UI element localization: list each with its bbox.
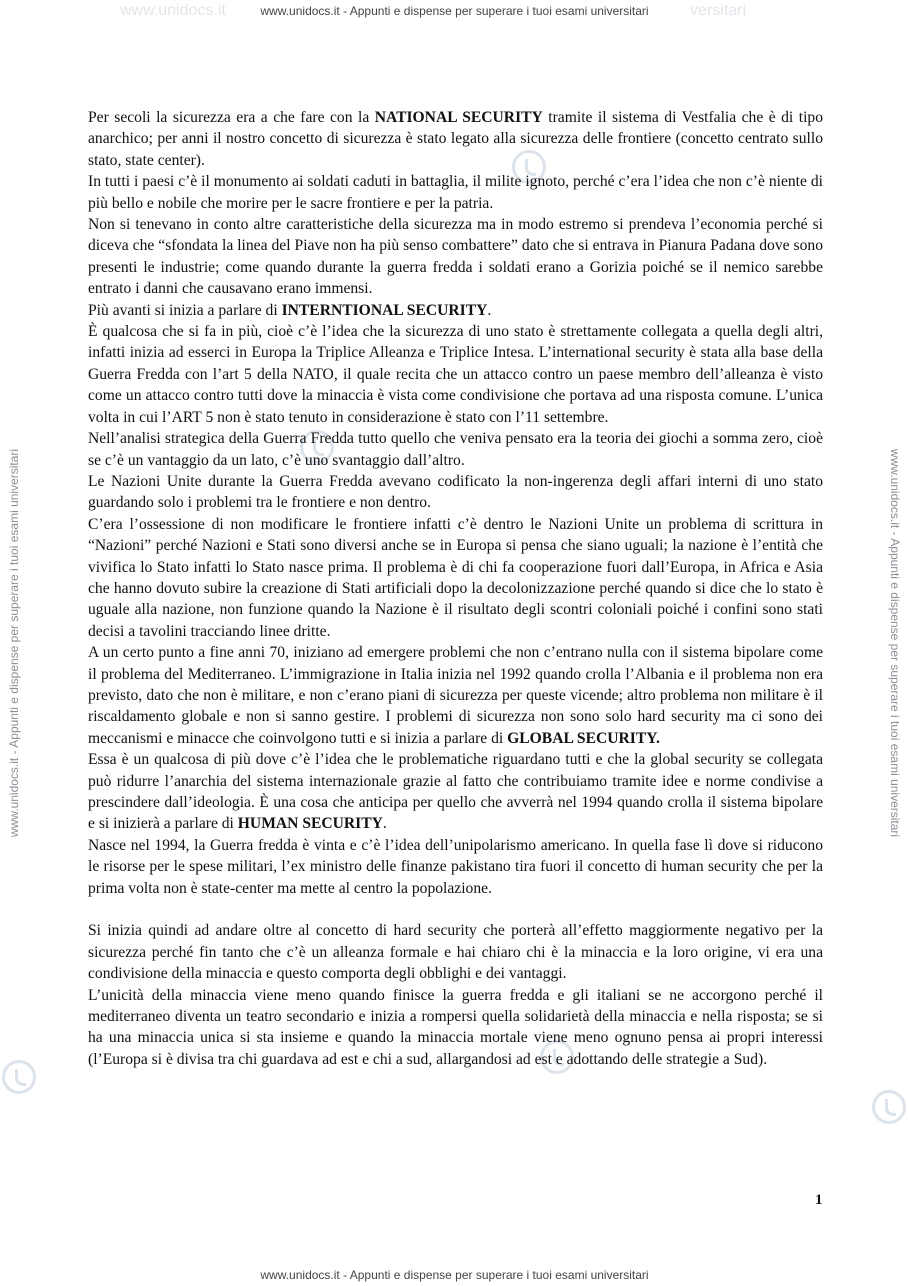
paragraph [88, 749, 823, 835]
paragraph [88, 107, 823, 171]
paragraph [88, 471, 823, 514]
document-body [88, 107, 823, 1070]
watermark-ghost-left: www.unidocs.it [120, 2, 226, 19]
bold-term: INTERNTIONAL SECURITY [281, 301, 488, 319]
watermark-header: www.unidocs.it - Appunti e dispense per superare i tuoi esami universitari [260, 4, 649, 18]
paragraph [88, 214, 823, 300]
text-run: Le Nazioni Unite durante la Guerra Fredda avevano codificato la non-ingerenza degli affari interni di uno stato guardando solo i problemi tra le frontiere e non dentro. [88, 472, 823, 512]
watermark-right-vertical: www.unidocs.it - Appunti e dispense per superare i tuoi esami universitari [888, 448, 902, 838]
text-run: tramite il sistema di Vestfalia che è di tipo anarchico; per anni il nostro concetto di sicurezza è stato legato alla sicurezza delle frontiere (concetto centrato sullo stato, state center). [88, 109, 823, 169]
text-run: C’era l’ossessione di non modificare le frontiere infatti c’è dentro le Nazioni Unite un problema di scrittura in “Nazioni” perché Nazioni e Stati sono diversi anche se in Europa si pensa che siano uguali; la nazione è l’entità che vivifica lo Stato infatti lo Stato nasce prima. Il problema è di chi fa cooperazione fuori dall’Europa, in Africa e Asia che hanno dovuto subire la creazione di Stati artificiali dopo la decolonizzazione perché quando si dice che lo stato è uguale alla nazione, non funzione quando la Nazione è il risultato degli scontri coloniali poiché i confini sono stati decisi a tavolini tracciando linee dritte. [88, 515, 823, 640]
watermark-logo-icon [872, 1090, 906, 1124]
bold-term: NATIONAL SECURITY [374, 109, 543, 126]
text-run: . [487, 301, 492, 319]
paragraph [88, 835, 823, 899]
page-number: 1 [815, 1192, 823, 1208]
text-run: Non si tenevano in conto altre caratteristiche della sicurezza ma in modo estremo si prendeva l’economia perché si diceva che “sfondata la linea del Piave non ha più senso combattere” dato che si entrava in Pianura Padana dove sono presenti le industrie; come quando durante la guerra fredda i soldati erano a Gorizia poiché se il nemico sarebbe entrato i danni che causavano erano immensi. [88, 216, 823, 298]
watermark-ghost-right: versitari [690, 2, 747, 19]
text-run: Essa è un qualcosa di più dove c’è l’idea che le problematiche riguardano tutti e che la global security se collegata può ridurre l’anarchia del sistema internazionale grazie al fatto che contribuiamo tramite idee e norme condivise a prescindere dall’ideologia. È una cosa che anticipa per quello che avverrà nel 1994 quando crolla il sistema bipolare e si inizierà a parlare di [88, 751, 823, 833]
text-run: Nasce nel 1994, la Guerra fredda è vinta e c’è l’idea dell’unipolarismo americano. In quella fase lì dove si riducono le risorse per le spese militari, l’ex ministro delle finanze pakistano tira fuori il concetto di human security che per la prima volta non è state-center ma mette al centro la popolazione. [88, 836, 823, 897]
watermark-left-vertical: www.unidocs.it - Appunti e dispense per superare i tuoi esami universitari [7, 448, 21, 838]
text-run: L’unicità della minaccia viene meno quando finisce la guerra fredda e gli italiani se ne accorgono perché il mediterraneo diventa un teatro secondario e inizia a rompersi quella solidarietà della minaccia e nella risposta; se si ha una minaccia unica si sta insieme e quando la minaccia mortale viene meno ognuno pensa ai propri interessi (l’Europa si è divisa tra chi guardava ad est e chi a sud, allargandosi ad est e adottando delle strategie a Sud). [88, 986, 823, 1068]
watermark-footer: www.unidocs.it - Appunti e dispense per superare i tuoi esami universitari [260, 1268, 649, 1282]
text-run: Nell’analisi strategica della Guerra Fredda tutto quello che veniva pensato era la teoria dei giochi a somma zero, cioè se c’è un vantaggio da un lato, c’è uno svantaggio dall’altro. [88, 430, 823, 469]
bold-term: GLOBAL SECURITY. [507, 729, 660, 747]
text-run: Più avanti si inizia a parlare di [88, 301, 282, 319]
text-run: È qualcosa che si fa in più, cioè c’è l’idea che la sicurezza di uno stato è strettamente collegata a quella degli altri, infatti inizia ad esserci in Europa la Triplice Alleanza e Triplice Intesa. L’international security è stata alla base della Guerra Fredda con l’art 5 della NATO, il quale recita che un attacco contro un paese membro dell’alleanza è visto come un attacco contro tutti dove la minaccia è vista come condivisione che portava ad una risposta comune. L’unica volta in cui l’ART 5 non è stato tenuto in considerazione è stato con l’11 settembre. [88, 323, 823, 426]
bold-term: HUMAN SECURITY [237, 815, 383, 833]
paragraph [88, 321, 823, 428]
text-run: . [382, 815, 387, 833]
paragraph [88, 171, 823, 214]
watermark-logo-icon [2, 1060, 36, 1094]
paragraph [88, 985, 823, 1071]
text-run: Per secoli la sicurezza era a che fare con la [88, 109, 375, 126]
paragraph [88, 920, 823, 984]
paragraph [88, 514, 823, 642]
text-run: A un certo punto a fine anni 70, iniziano ad emergere problemi che non c’entrano nulla con il sistema bipolare come il problema del Mediterraneo. L’immigrazione in Italia inizia nel 1992 quando crolla l’Albania e il problema non era previsto, dato che non è militare, e non c’erano piani di sicurezza per queste vicende; altro problema non militare è il riscaldamento globale e non si sanno gestire. I problemi di sicurezza non sono solo hard security ma ci sono dei meccanismi e minacce che coinvolgono tutti e si inizia a parlare di [88, 644, 823, 747]
text-run: Si inizia quindi ad andare oltre al concetto di hard security che porterà all’effetto maggiormente negativo per la sicurezza perché fin tanto che c’è un alleanza formale e hai chiaro chi è la minaccia e la loro origine, vi era una condivisione della minaccia e questo comporta degli obblighi e dei vantaggi. [88, 922, 823, 983]
text-run: In tutti i paesi c’è il monumento ai soldati caduti in battaglia, il milite ignoto, perché c’era l’idea che non c’è niente di più bello e nobile che morire per le sacre frontiere e per la patria. [88, 173, 823, 212]
paragraph [88, 428, 823, 471]
paragraph [88, 642, 823, 749]
paragraph [88, 300, 823, 321]
